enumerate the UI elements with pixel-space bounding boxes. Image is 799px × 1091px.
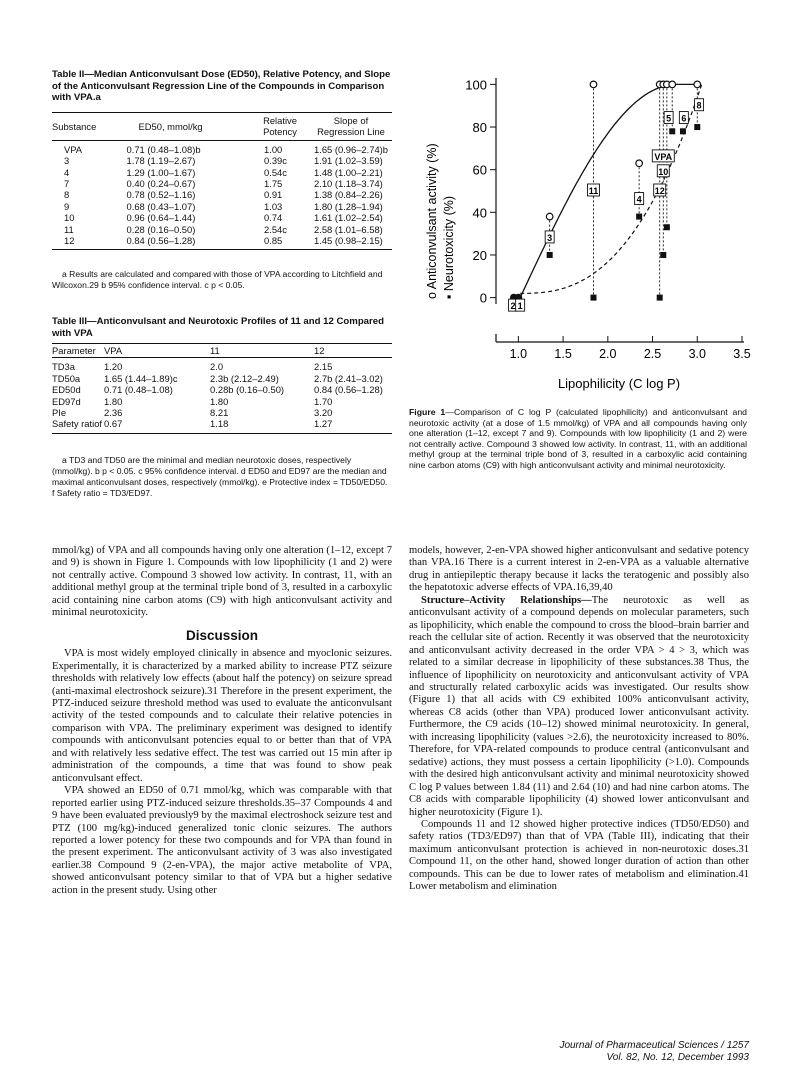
x-tick-label: 2.0 <box>599 347 617 361</box>
table2-row-cell: 1.78 (1.19–2.67) <box>126 155 196 167</box>
table2-row-cell: 3 <box>64 155 70 167</box>
table2-row-cell: 1.38 (0.84–2.26) <box>314 189 383 201</box>
table2-row <box>52 235 392 250</box>
table3-row-cell: 0.67 <box>104 418 123 430</box>
table3-row-cell: ED97d <box>52 395 81 407</box>
figure1-caption <box>409 407 747 471</box>
table2-row-cell: 0.68 (0.43–1.07) <box>126 200 196 212</box>
table2-row-cell: 0.96 (0.64–1.44) <box>126 212 196 224</box>
table3-row-cell: 0.71 (0.48–1.08) <box>104 384 173 396</box>
table3-row <box>52 358 392 373</box>
table3-row-cell: TD3a <box>52 361 75 373</box>
table2-row-cell: 1.91 (1.02–3.59) <box>314 155 383 167</box>
table2-row-cell: 1.61 (1.02–2.54) <box>314 212 383 224</box>
table3-caption: Table III—Anticonvulsant and Neurotoxic Profiles of 11 and 12 Compared with VPA <box>52 316 384 339</box>
x-tick-label: 3.0 <box>688 347 706 361</box>
anticonvulsant-point <box>636 160 643 167</box>
table2-row-cell: 0.39c <box>264 155 287 167</box>
neurotoxicity-point <box>664 224 670 230</box>
table3-row-cell: 0.84 (0.56–1.28) <box>314 384 383 396</box>
neurotoxicity-point <box>660 252 666 258</box>
table2-row-cell: 0.40 (0.24–0.67) <box>126 178 196 190</box>
table3-row-cell: 1.20 <box>104 361 123 373</box>
table2-row <box>52 212 392 223</box>
figure1-chart <box>396 68 756 408</box>
left-paragraph: VPA is most widely employed clinically in absence and myoclonic seizures. Experimentally, it is characterized by a marked ability to increase PTZ seizure thresholds with relatively low effects (about half the potency) on seizure spread (anti-maximal electroshock seizure).31 Therefore in the present experiment, the PTZ-induced seizure threshold method was used to evaluate the anticonvulsant activity of the tested compounds and to calculate their relative potencies in comparison with VPA. The preliminary experiment was designed to identify compounds with anticonvulsant potencies equal to or better than that of VPA and with relatively less sedative effect. The test was carried out 15 min after ip administration of the compounds, a time that was found to show peak anticonvulsant effect. <box>52 648 392 784</box>
table2-row-cell: 0.71 (0.48–1.08)b <box>126 143 201 155</box>
table2-row <box>52 167 392 178</box>
table2-header-row <box>52 113 392 141</box>
table2-row-cell: 1.75 <box>264 178 283 190</box>
compound-label: 4 <box>636 194 642 205</box>
table2-caption: Table II—Median Anticonvulsant Dose (ED50), Relative Potency, and Slope of the Anticonvulsant Regression Line of the Compounds in Comparison with VPA.a <box>52 69 391 103</box>
compound-label: 8 <box>696 100 702 111</box>
table2-row-cell: 2.58 (1.01–6.58) <box>314 223 383 235</box>
subsection-heading-sar: Structure–Activity Relationships— <box>421 594 592 606</box>
table2 <box>52 112 392 250</box>
table3-row-cell: TD50a <box>52 372 81 384</box>
table2-row-cell: 4 <box>64 166 70 178</box>
y-axis-label-anticonvulsant: o Anticonvulsant activity (%) <box>425 143 439 299</box>
table2-header: Relative Potency <box>263 115 297 138</box>
left-column <box>52 545 392 897</box>
y-tick-label: 40 <box>472 205 487 221</box>
table2-row-cell: VPA <box>64 143 83 155</box>
table2-footnote: a Results are calculated and compared with those of VPA according to Litchfield and Wilcoxon.29 b 95% confidence interval. c p < 0.05. <box>52 269 383 290</box>
x-tick-label: 1.0 <box>509 347 528 361</box>
table2-row-cell: 1.65 (0.96–2.74)b <box>314 143 389 155</box>
table2-header: Slope of Regression Line <box>317 115 385 138</box>
table3 <box>52 343 392 434</box>
compound-label: 5 <box>666 113 672 124</box>
page-footer <box>449 1040 749 1064</box>
anticonvulsant-point <box>590 81 597 88</box>
table2-row <box>52 189 392 200</box>
table2-row <box>52 155 392 166</box>
table2-row-cell: 10 <box>64 212 75 224</box>
table2-row-cell: 0.78 (0.52–1.16) <box>126 189 196 201</box>
x-axis-label: Lipophilicity (C log P) <box>557 376 681 391</box>
table2-row-cell: 2.10 (1.18–3.74) <box>314 178 383 190</box>
compound-label: 6 <box>681 113 687 124</box>
table2-row <box>52 201 392 212</box>
figure1-caption-label: Figure 1 <box>409 407 446 417</box>
table2-row <box>52 224 392 235</box>
x-tick-label: 2.5 <box>643 347 662 361</box>
table2-row-cell: 1.00 <box>264 143 283 155</box>
table3-header: VPA <box>104 345 123 356</box>
table3-row-cell: 3.20 <box>314 407 333 419</box>
table2-row-cell: 12 <box>64 235 75 247</box>
table3-row-cell: 1.27 <box>314 418 333 430</box>
table3-header-row <box>52 344 392 358</box>
left-paragraph: mmol/kg) of VPA and all compounds having only one alteration (1–12, except 7 and 9) is shown in Figure 1. Compounds with low lipophilicity (1 and 2) were not centrally active. Compound 3 showed low activity. In contrast, 11, with an additional methyl group at the terminal triple bond of 3, resulted in a carboxylic acid containing nine carbon atoms (C9) with high anticonvulsant activity and minimal neurotoxicity. <box>52 545 392 619</box>
anticonvulsant-point <box>669 81 676 88</box>
neurotoxicity-point <box>657 295 663 301</box>
table3-row-cell: 2.36 <box>104 407 123 419</box>
compound-label: 12 <box>654 186 665 196</box>
y-tick-label: 80 <box>472 120 487 136</box>
table2-row-cell: 1.80 (1.28–1.94) <box>314 200 383 212</box>
compound-label: 11 <box>588 186 599 196</box>
table2-header: Substance <box>52 120 97 132</box>
anticonvulsant-point <box>546 213 553 220</box>
table2-row-cell: 1.29 (1.00–1.67) <box>126 166 196 178</box>
right-paragraph-text: The neurotoxic as well as anticonvulsant activity of a compound depends on molecular parameters, such as lipophilicity, which enable the compound to cross the blood–brain barrier and reach the cellular site of action. Recently it was observed that the neurotoxicity and anticonvulsant activity decreased in the order VPA > 4 > 3, which was related to a similar decrease in lipophilicity of these substances.38 Thus, the influence of lipophilicity on neurotoxicity and anticonvulsant activity of VPA and structurally related carboxylic acids was investigated. Our results show (Figure 1) that all acids with C9 exhibited 100% anticonvulsant activity, whereas C8 acids (other than VPA) produced lower anticonvulsant activity. Furthermore, the C9 acids (10–12) showed minimal neurotoxicity. In general, with increasing lipophilicity (values >2.6), the neurotoxicity increased to 80%. Therefore, for VPA-related compounds to produce central (anticonvulsant and sedative) actions, they must possess a certain lipophilicity (>1.0). Compounds with the desired high anticonvulsant activity and minimal neurotoxicity showed C log P values between 1.84 (11) and 2.64 (10) and had nine carbon atoms. The C8 acids with comparable lipophilicity (4) showed lower anticonvulsant and higher neurotoxicity (Figure 1). <box>409 594 750 818</box>
anticonvulsant-point <box>694 81 701 88</box>
neurotoxicity-point <box>680 128 686 134</box>
table2-row-cell: 8 <box>64 189 70 201</box>
neurotoxicity-point <box>669 128 675 134</box>
y-tick-label: 0 <box>479 290 487 306</box>
table3-row-cell: 2.0 <box>210 361 224 373</box>
neurotoxicity-point <box>694 124 700 130</box>
compound-label: 10 <box>658 166 669 177</box>
neurotoxicity-point <box>591 295 597 301</box>
table3-row-cell: 0.28b (0.16–0.50) <box>210 384 285 396</box>
footer-journal: Journal of Pharmaceutical Sciences / 1257 <box>559 1040 749 1051</box>
table2-row-cell: 9 <box>64 200 70 212</box>
table3-row-cell: 1.80 <box>104 395 123 407</box>
table3-row-cell: 1.18 <box>210 418 229 430</box>
compound-label: 3 <box>547 232 553 243</box>
table2-row-cell: 1.45 (0.98–2.15) <box>314 235 383 247</box>
table2-row-cell: 0.74 <box>264 212 283 224</box>
y-tick-label: 60 <box>472 162 487 178</box>
table2-row-cell: 0.54c <box>264 166 287 178</box>
table2-row-cell: 11 <box>64 223 74 235</box>
neurotoxicity-point <box>636 214 642 220</box>
table3-row <box>52 384 392 395</box>
table3-row-cell: PIe <box>52 407 67 419</box>
neurotoxicity-point <box>547 252 553 258</box>
table2-row <box>52 140 392 155</box>
compound-label: 1 <box>517 301 523 312</box>
table3-row-cell: 1.80 <box>210 395 229 407</box>
table2-row-cell: 0.91 <box>264 189 283 201</box>
table2-row-cell: 1.03 <box>264 200 283 212</box>
table2-row-cell: 0.84 (0.56–1.28) <box>126 235 196 247</box>
table3-row <box>52 396 392 407</box>
section-heading-discussion: Discussion <box>185 627 259 643</box>
y-tick-label: 100 <box>465 77 487 93</box>
y-axis-label-neurotoxicity: ▪ Neurotoxicity (%) <box>442 195 456 299</box>
compound-label: 2 <box>510 301 516 312</box>
right-column <box>409 545 749 894</box>
table3-row <box>52 418 392 433</box>
table3-row-cell: 1.70 <box>314 395 333 407</box>
table2-row-cell: 0.85 <box>264 235 283 247</box>
left-paragraph: VPA showed an ED50 of 0.71 mmol/kg, which was comparable with that reported earlier using PTZ-induced seizure thresholds.35–37 Compounds 4 and 9 have been evaluated previously9 by the maximal electroshock seizure test and PTZ (100 mg/kg)-induced generalized tonic clonic seizures. The authors reported a lower potency for these two compounds and for VPA than found in the present experiment. The anticonvulsant activity of 3 was also investigated earlier.38 Compound 9 (2-en-VPA), the major active metabolite of VPA, showed anticonvulsant potency similar to that of VPA but a higher sedative action in the present study. Using other <box>52 785 392 896</box>
right-paragraph <box>409 595 749 819</box>
table3-header: 11 <box>210 345 220 356</box>
compound-label: VPA <box>654 151 673 162</box>
x-tick-label: 1.5 <box>554 347 572 361</box>
right-paragraph: models, however, 2-en-VPA showed higher anticonvulsant and sedative potency than VPA.16 There is a current interest in 2-en-VPA as a valuable alternative drug in antiepileptic therapy because it lacks the teratogenic and possibly also the hepatotoxic adverse effects of VPA.16,39,40 <box>409 545 749 594</box>
table3-footnote: a TD3 and TD50 are the minimal and median neurotoxic doses, respectively (mmol/kg). b p < 0.05. c 95% confidence interval. d ED50 and ED97 are the median and maximal anticonvulsant doses, respectively (mmol/kg). e Protective index = TD50/ED50. f Safety ratio = TD3/ED97. <box>52 455 388 498</box>
table2-row-cell: 0.28 (0.16–0.50) <box>126 223 196 235</box>
right-paragraph: Compounds 11 and 12 showed higher protective indices (TD50/ED50) and safety ratios (TD3/ED97) than that of VPA (Table III), indicating that their maximum anticonvulsant protection is achieved in non-neurotoxic doses.31 Compound 11, on the other hand, showed longer duration of action than other compounds. This can be due to lower rates of metabolism and elimination.41 Lower metabolism and elimination <box>409 818 749 893</box>
figure1-caption-text: —Comparison of C log P (calculated lipophilicity) and anticonvulsant and neurotoxic activity (at a dose of 1.5 mmol/kg) of VPA and all compounds having only one alteration (1–12, except 7 and 9). Compounds with low lipophilicity (1 and 2) were not centrally active. Compound 3 showed low activity. In contrast, 11, with an additional methyl group at the terminal triple bond of 3, resulted in a carboxylic acid containing nine carbon atoms (C9) with high anticonvulsant activity and minimal neurotoxicity. <box>409 407 747 470</box>
table3-row-cell: 2.7b (2.41–3.02) <box>314 372 383 384</box>
neurotoxicity-fit-curve <box>520 84 702 293</box>
table3-row-cell: 2.15 <box>314 361 333 373</box>
table3-row-cell: 1.65 (1.44–1.89)c <box>104 372 178 384</box>
footer-issue: Vol. 82, No. 12, December 1993 <box>606 1052 749 1063</box>
table3-row-cell: 2.3b (2.12–2.49) <box>210 372 279 384</box>
table2-header: ED50, mmol/kg <box>138 120 203 132</box>
table3-row-cell: Safety ratiof <box>52 418 103 430</box>
table3-header: Parameter <box>52 345 96 356</box>
table3-row <box>52 407 392 418</box>
x-tick-label: 3.5 <box>733 347 751 361</box>
y-tick-label: 20 <box>472 247 487 263</box>
table3-row <box>52 373 392 384</box>
table3-row-cell: 8.21 <box>210 407 229 419</box>
table3-header: 12 <box>314 345 325 356</box>
table2-row-cell: 1.48 (1.00–2.21) <box>314 166 383 178</box>
table2-row-cell: 2.54c <box>264 223 287 235</box>
table2-row-cell: 7 <box>64 178 70 190</box>
table3-row-cell: ED50d <box>52 384 81 396</box>
table2-row <box>52 178 392 189</box>
